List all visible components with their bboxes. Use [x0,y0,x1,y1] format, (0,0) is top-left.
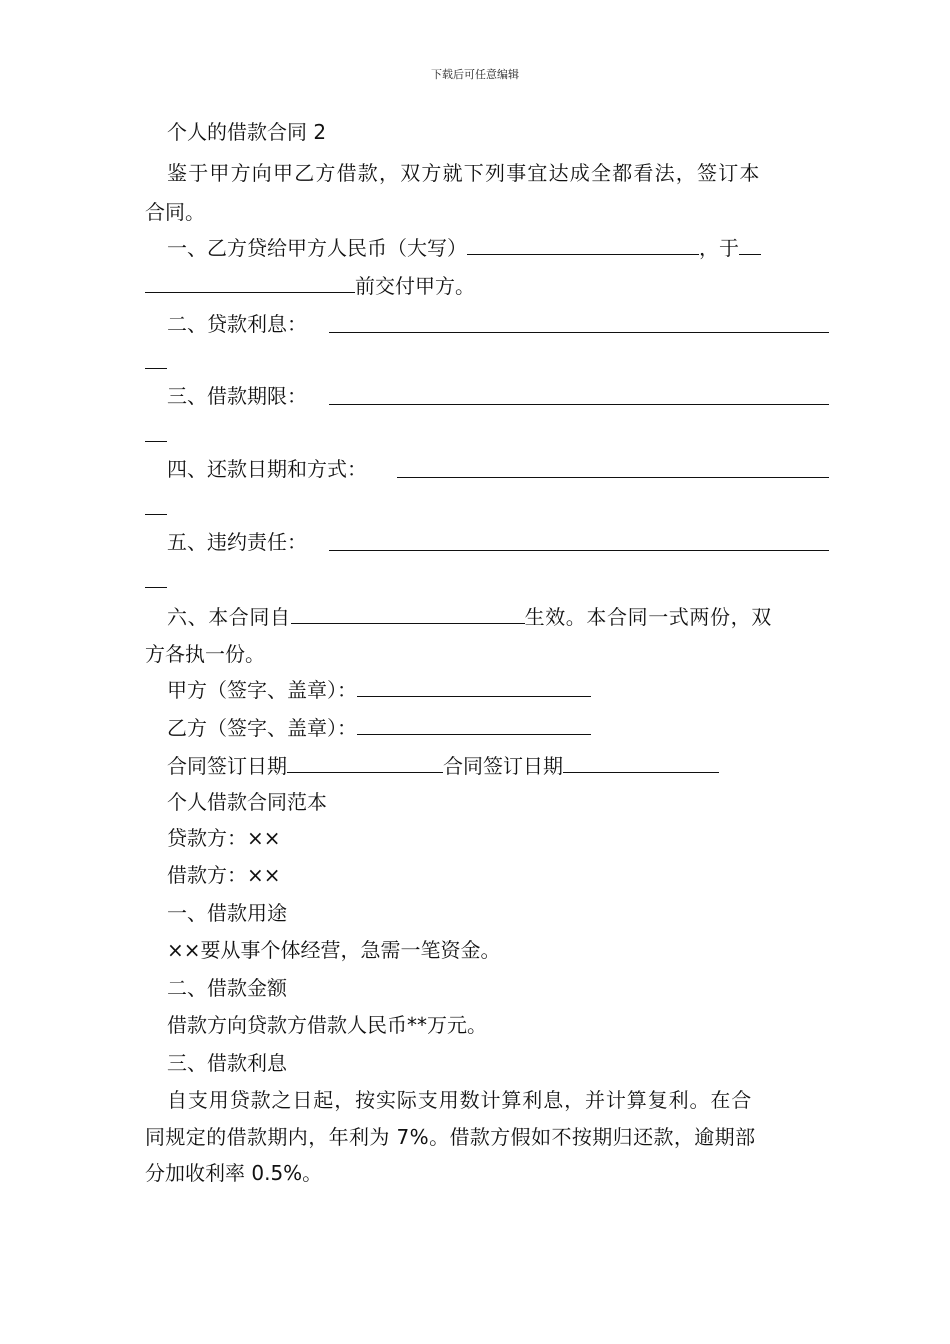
party-a-label: 甲方（签字、盖章）： [167,678,357,702]
section-2-title: 二、借款金额 [167,976,287,1000]
party-a-blank[interactable] [357,674,591,697]
item-4-label: 四、还款日期和方式： [167,457,367,481]
party-b-label: 乙方（签字、盖章）： [167,716,357,740]
amount-blank[interactable] [467,232,699,255]
item-3-overflow [145,419,807,449]
item-1-line-2 [145,270,807,300]
item-3 [145,382,829,410]
item-1-line-1 [145,232,829,262]
effective-date-blank[interactable] [291,601,525,624]
item-6-label: 六、本合同自 [167,605,291,629]
section-3-line-3: 分加收利率 0.5%。 [145,1161,323,1185]
date-blank-start[interactable] [739,232,761,255]
intro-line-1: 鉴于甲方向甲乙方借款，双方就下列事宜达成全都看法，签订本 [167,161,761,185]
item-2-overflow [145,346,807,376]
section-3-line-2: 同规定的借款期内，年利为 7%。借款方假如不按期归还款，逾期部 [145,1125,756,1149]
term-blank[interactable] [329,382,829,405]
intro-line-2: 合同。 [145,200,205,224]
item-5-label: 五、违约责任： [167,530,307,554]
repayment-blank-continued [145,492,167,515]
contract-title: 个人的借款合同 2 [167,120,327,144]
party-b-signature [145,712,829,742]
item-3-label: 三、借款期限： [167,384,307,408]
term-blank-continued [145,419,167,442]
item-6-line-2: 方各执一份。 [145,642,265,666]
liability-blank[interactable] [329,528,829,551]
interest-blank-continued [145,346,167,369]
sign-date-label-2: 合同签订日期 [443,754,563,778]
section-2-body: 借款方向贷款方借款人民币**万元。 [167,1013,487,1037]
page-header: 下载后可任意编辑 [431,68,519,81]
item-1-label: 一、乙方贷给甲方人民币（大写） [167,236,467,260]
item-4 [145,455,829,483]
sign-date-blank-1[interactable] [287,750,443,773]
item-5-overflow [145,565,807,595]
item-6-text: 生效。本合同一式两份，双 [524,605,772,629]
liability-blank-continued [145,565,167,588]
section-1-title: 一、借款用途 [167,901,287,925]
lender: 贷款方：×× [167,826,281,850]
section-3-title: 三、借款利息 [167,1051,287,1075]
party-a-signature [145,674,829,704]
item-5 [145,528,829,556]
item-2-label: 二、贷款利息： [167,312,307,336]
item-6-line-1 [145,601,829,631]
party-b-blank[interactable] [357,712,591,735]
signing-dates [145,750,829,780]
item-2 [145,310,829,338]
date-blank[interactable] [145,270,355,293]
sample-title: 个人借款合同范本 [167,790,327,814]
sign-date-blank-2[interactable] [563,750,719,773]
repayment-blank[interactable] [397,455,829,478]
section-3-line-1: 自支用贷款之日起，按实际支用数计算利息，并计算复利。在合 [167,1088,753,1112]
item-1-suffix: 前交付甲方。 [355,274,475,298]
section-1-body: ××要从事个体经营，急需一笔资金。 [167,938,501,962]
sign-date-label-1: 合同签订日期 [167,754,287,778]
item-4-overflow [145,492,807,522]
interest-blank[interactable] [329,310,829,333]
borrower: 借款方：×× [167,863,281,887]
item-1-date-label: ，于 [699,236,739,260]
